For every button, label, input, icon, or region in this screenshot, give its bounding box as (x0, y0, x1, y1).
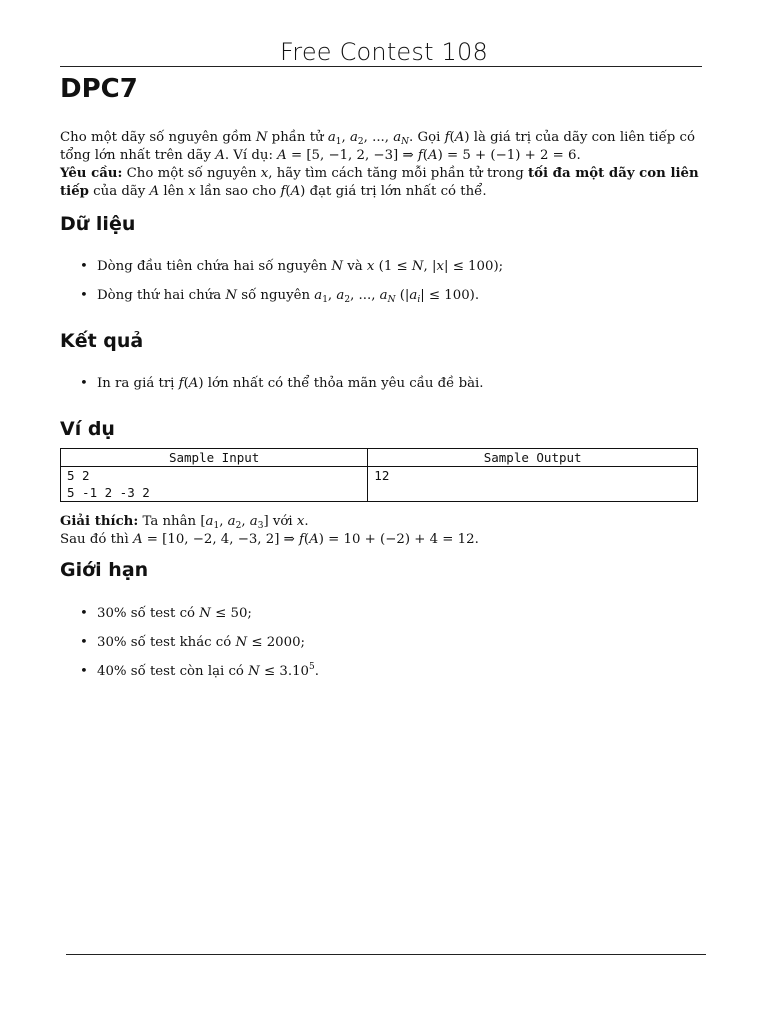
bullet-icon: • (80, 259, 88, 274)
explanation-label: Giải thích: (60, 514, 139, 529)
sample-input-header: Sample Input (61, 449, 368, 467)
sample-data-row (61, 467, 698, 502)
sample-header-row (61, 449, 698, 467)
problem-statement (60, 129, 702, 201)
bullet-icon: • (80, 288, 88, 303)
explanation-text-1: Ta nhân [$a_1$, $a_2$, $a_3$] với x. (142, 514, 309, 531)
limits-item-2: • 30% số test khác có N ≤ 2000; (80, 635, 306, 650)
sample-output-value: 12 (368, 467, 698, 502)
explanation (60, 513, 702, 549)
requirement-text: Cho một số nguyên x, hãy tìm cách tăng mỗi phần tử trong tối đa một dãy con liên tiếp của dãy A lên x lần sao cho f(A) đạt giá trị lớn nhất có thể. (60, 166, 699, 199)
limits-item-3: • 40% số test còn lại có $N \le 3.10^5$. (80, 662, 319, 679)
statement-line-2: tổng lớn nhất trên dãy A. Ví dụ: A = [5, −1, 2, −3] ⇒ f(A) = 5 + (−1) + 2 = 6. (60, 148, 581, 163)
bullet-icon: • (80, 664, 88, 679)
requirement-label: Yêu cầu: (60, 166, 123, 181)
sample-input-value: 5 2 5 -1 2 -3 2 (61, 467, 368, 502)
sample-output-header: Sample Output (368, 449, 698, 467)
input-item-2: • Dòng thứ hai chứa N số nguyên $a_1$, $a_2$, ..., $a_N$ $(|a_i| \le 100)$. (80, 288, 480, 305)
input-item-1: • Dòng đầu tiên chứa hai số nguyên N và x (1 ≤ N, |x| ≤ 100); (80, 259, 504, 274)
output-section-title: Kết quả (60, 330, 144, 352)
problem-title: DPC7 (60, 74, 138, 104)
input-section-title: Dữ liệu (60, 213, 136, 235)
example-section-title: Ví dụ (60, 418, 115, 440)
header-rule (60, 66, 702, 67)
explanation-line-1 (60, 513, 702, 531)
requirement (60, 165, 702, 201)
bullet-icon: • (80, 635, 88, 650)
statement-line-1: Cho một dãy số nguyên gồm N phần tử $a_1$, $a_2$, ..., $a_N$. Gọi f(A) là giá trị của dãy con liên tiếp có (60, 130, 695, 147)
contest-title: Free Contest 108 (280, 38, 488, 66)
explanation-line-2: Sau đó thì A = [10, −2, 4, −3, 2] ⇒ f(A) = 10 + (−2) + 4 = 12. (60, 532, 479, 547)
limits-item-1: • 30% số test có N ≤ 50; (80, 606, 252, 621)
bullet-icon: • (80, 376, 88, 391)
limits-section-title: Giới hạn (60, 559, 149, 581)
bullet-icon: • (80, 606, 88, 621)
output-item-1: • In ra giá trị f(A) lớn nhất có thể thỏa mãn yêu cầu đề bài. (80, 376, 484, 391)
footer-rule (66, 954, 706, 955)
sample-table (60, 448, 698, 502)
